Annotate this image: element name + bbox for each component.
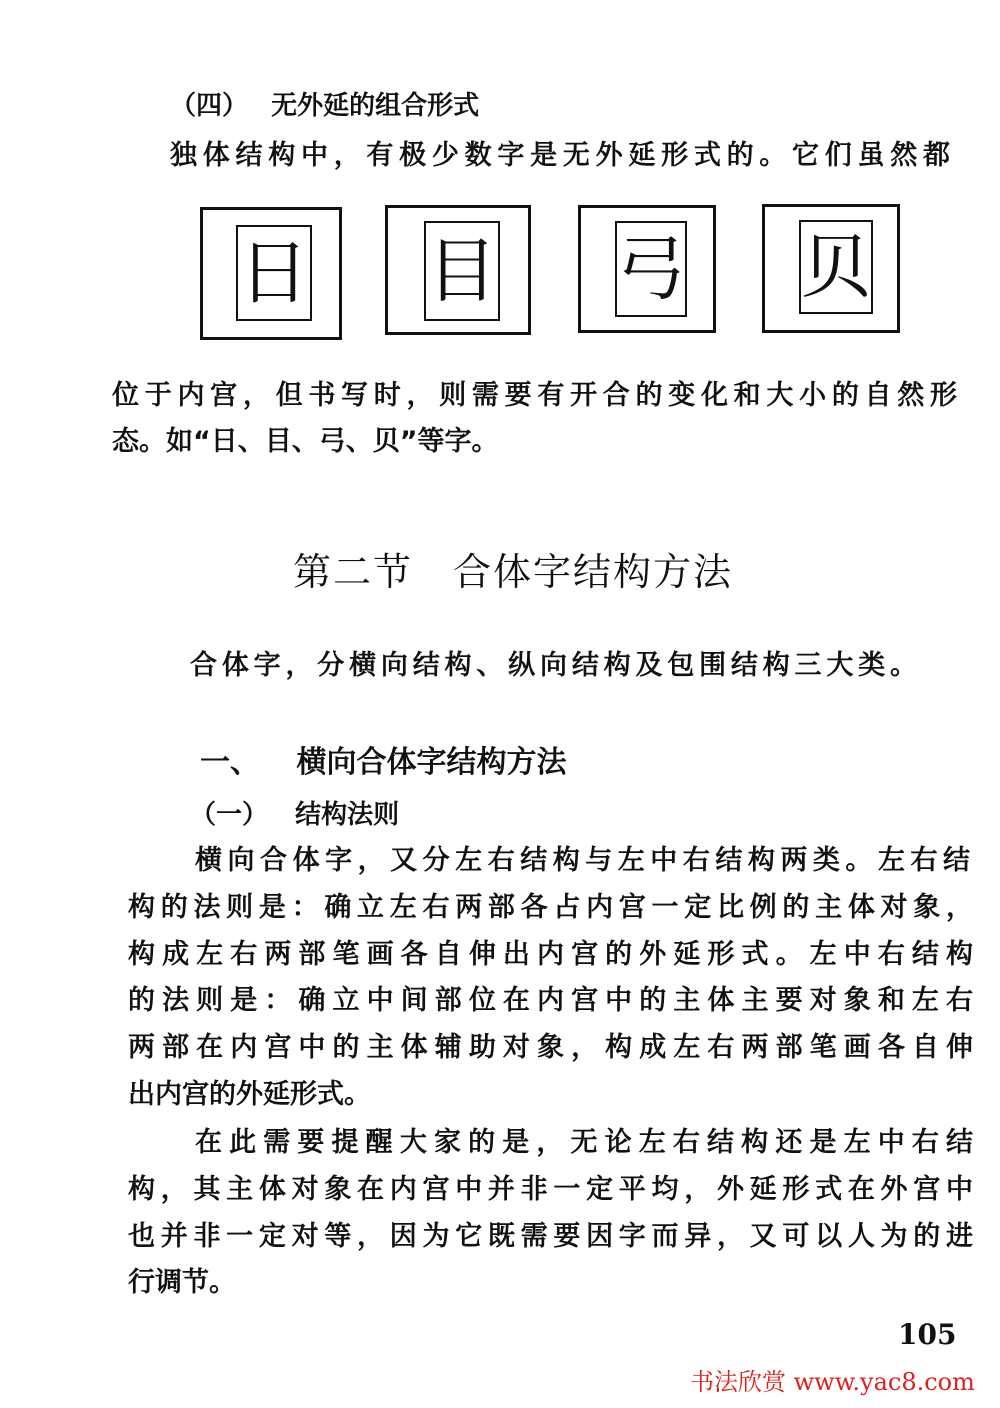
paragraph-line: 构，其主体对象在内宫中并非一定平均，外延形式在外宫中 <box>128 1174 973 1205</box>
paragraph-line: 行调节。 <box>128 1267 236 1298</box>
paragraph-line: 两部在内宫中的主体辅助对象，构成左右两部笔画各自伸 <box>128 1032 973 1063</box>
paragraph-line: 位于内宫，但书写时，则需要有开合的变化和大小的自然形 <box>112 380 957 411</box>
example-char: 弓 <box>616 228 686 310</box>
inner-grid-box <box>615 221 687 317</box>
paragraph-line: 构的法则是：确立左右两部各占内宫一定比例的主体对象， <box>128 892 973 923</box>
inner-grid-box <box>424 221 500 321</box>
example-char: 目 <box>427 230 497 312</box>
section-intro: 合体字，分横向结构、纵向结构及包围结构三大类。 <box>190 650 917 681</box>
heading-title: 横向合体字结构方法 <box>296 745 567 780</box>
subsection-heading <box>170 88 479 124</box>
sub-heading <box>190 797 399 833</box>
section-title: 第二节 合体字结构方法 <box>293 550 734 594</box>
sub-heading-marker: （一） <box>190 800 269 830</box>
outer-grid-box <box>200 207 342 340</box>
outer-grid-box <box>385 205 531 335</box>
outer-grid-box <box>762 204 900 333</box>
heading-marker: 一、 <box>200 745 260 780</box>
subsection-title: 无外延的组合形式 <box>271 91 480 121</box>
paragraph-line: 的法则是：确立中间部位在内宫中的主体主要对象和左右 <box>128 985 973 1016</box>
inner-grid-box <box>236 225 312 321</box>
page-number: 105 <box>898 1318 957 1351</box>
paragraph-line: 在此需要提醒大家的是，无论左右结构还是左中右结 <box>195 1127 973 1158</box>
inner-grid-box <box>799 220 873 314</box>
subsection-marker: （四） <box>170 91 249 121</box>
heading-one <box>200 745 566 781</box>
paragraph-line: 出内宫的外延形式。 <box>128 1079 371 1110</box>
paragraph-line: 也并非一定对等，因为它既需要因字而异，又可以人为的进 <box>128 1221 973 1252</box>
paragraph-line: 独体结构中，有极少数字是无外延形式的。它们虽然都 <box>170 140 950 171</box>
example-char: 贝 <box>801 226 871 308</box>
watermark: 书法欣赏 www.yac8.com <box>690 1368 975 1396</box>
paragraph-line: 构成左右两部笔画各自伸出内宫的外延形式。左中右结构 <box>128 939 973 970</box>
sub-heading-title: 结构法则 <box>295 800 400 830</box>
example-char: 日 <box>239 232 309 314</box>
paragraph-line: 横向合体字，又分左右结构与左中右结构两类。左右结 <box>195 845 970 876</box>
outer-grid-box <box>578 205 716 333</box>
paragraph-line: 态。如“日、目、弓、贝”等字。 <box>112 426 499 457</box>
